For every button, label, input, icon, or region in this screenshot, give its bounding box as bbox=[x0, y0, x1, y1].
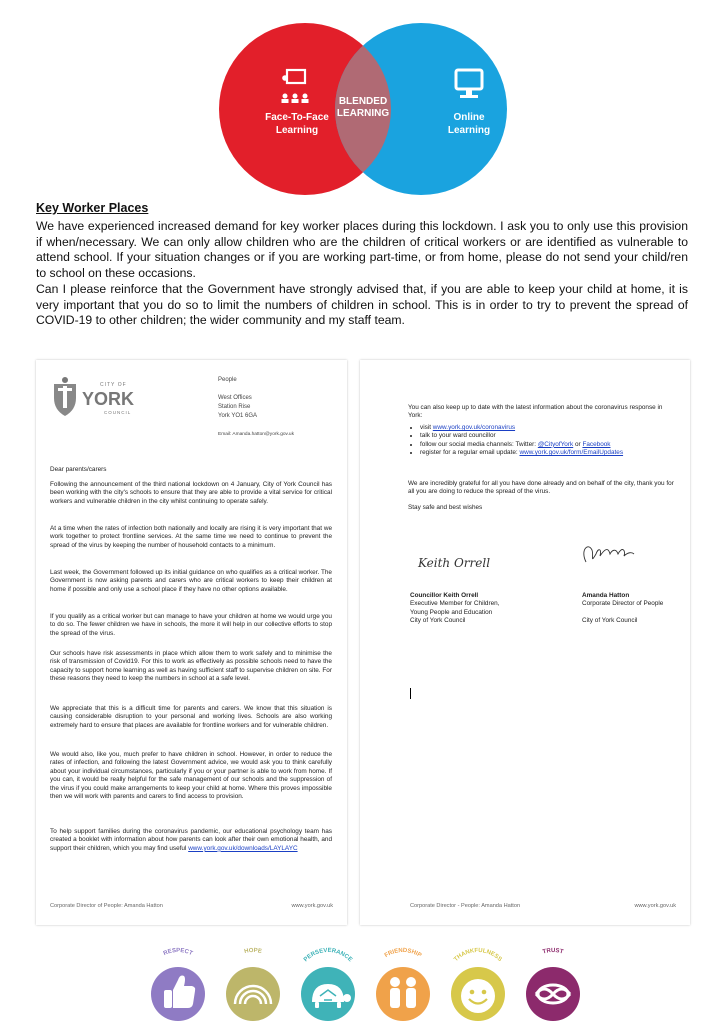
letter-gratitude: We are incredibly grateful for all you have done already and on behalf of the city, thank you for all you are doing to reduce the spread of the virus. bbox=[408, 480, 674, 496]
value-friendship bbox=[376, 948, 430, 1021]
text-cursor bbox=[410, 688, 411, 699]
letter-footer-right: www.york.gov.uk bbox=[634, 903, 676, 909]
value-hope bbox=[226, 948, 280, 1021]
address-line bbox=[218, 421, 294, 430]
letter-address-block bbox=[218, 376, 294, 439]
support-text: To help support families during the coronavirus pandemic, our educational psychology team has created a booklet with information about how parents can look after their own emotional health, and support their children, which you may find useful bbox=[50, 828, 332, 852]
bullet-text: or bbox=[573, 440, 583, 448]
bullet-item bbox=[420, 432, 678, 440]
letter-salutation: Dear parents/carers bbox=[50, 466, 107, 473]
value-respect bbox=[151, 948, 205, 1021]
letter-paragraph: Last week, the Government followed up its initial guidance on who qualifies as a critical worker. The Government is now asking parents and carers who are critical workers to keep their children at home if possible and only use a school place if they have no other options available. bbox=[50, 569, 332, 593]
venn-right-line1: Online bbox=[453, 112, 485, 123]
value-thankfulness bbox=[451, 948, 505, 1021]
york-council-logo bbox=[50, 374, 150, 422]
address-line: Station Rise bbox=[218, 404, 251, 410]
logo-york: YORK bbox=[82, 389, 135, 409]
coronavirus-link[interactable]: www.york.gov.uk/coronavirus bbox=[432, 424, 516, 431]
letter-footer-left: Corporate Director of People: Amanda Hatton bbox=[50, 903, 163, 909]
letter-paragraph: We would also, like you, much prefer to have children in school. However, in order to reduce the rates of infection, and following the latest Government advice, we would ask you to think carefully about your individual circumstances, particularly if you or your partner is able to work from home. If you can, it would be really helpful for the safe management of our schools and the suppression of the virus if you could make arrangements to keep your child at home. Where this proves impossible then we will work with parents and carers to find access to provision. bbox=[50, 751, 332, 801]
letter-paragraph: Following the announcement of the third national lockdown on 4 January, City of York Council has been working with the city's schools to ensure that they are able to provide a vital service for critical workers and vulnerable children in the city whilst continuing to operate safely. bbox=[50, 481, 332, 505]
value-label: HOPE bbox=[243, 947, 263, 956]
key-worker-paragraph: We have experienced increased demand for key worker places during this lockdown. I ask you to only use this provision if when/necessary. We can only allow children who are the children of critical workers or are identified as vulnerable to attend school. If your situation changes or if you are working part-time, or from home, please do not send your child/ren to school on these occasions. bbox=[36, 219, 688, 280]
facebook-link[interactable]: Facebook bbox=[582, 440, 611, 448]
letter-footer-right: www.york.gov.uk bbox=[291, 903, 333, 909]
letter-paragraph: Our schools have risk assessments in place which allow them to work safely and to minimise the risk of transmission of Covid19. For this to work as effectively as possible schools need to have the capacity to support home learning as well as having sufficient staff to supervise children on site. For these reasons they need to keep the numbers in school at a safe level. bbox=[50, 650, 332, 683]
venn-left-line2: Learning bbox=[275, 125, 319, 136]
handwritten-signature bbox=[578, 540, 638, 568]
council-letter-page-1 bbox=[36, 360, 347, 925]
bullet-text: follow our social media channels: Twitter: bbox=[420, 440, 538, 448]
signer-right-line: City of York Council bbox=[582, 617, 638, 625]
value-perseverance bbox=[301, 948, 355, 1021]
bullet-text: talk to your ward councillor bbox=[420, 432, 496, 440]
government-advice-paragraph: Can I please reinforce that the Government have strongly advised that, if you are able to keep your child at home, it is very important that you do so to limit the numbers of children in school. This is in order to try to prevent the spread of COVID-19 to other children; the wider community and my staff team. bbox=[36, 282, 688, 328]
bullet-item bbox=[420, 441, 678, 449]
school-values-row bbox=[140, 946, 585, 1024]
signer-right-line: Corporate Director of People bbox=[582, 600, 664, 608]
bullet-item bbox=[420, 449, 678, 457]
address-line bbox=[218, 385, 294, 394]
signer-left-line: Young People and Education bbox=[410, 608, 493, 616]
logo-council: COUNCIL bbox=[104, 410, 132, 415]
signer-right-name: Amanda Hatton bbox=[582, 592, 630, 599]
value-label: THANKFULNESS bbox=[453, 947, 503, 963]
value-label: TRUST bbox=[542, 947, 564, 956]
key-worker-heading: Key Worker Places bbox=[36, 201, 149, 215]
letter-signoff: Stay safe and best wishes bbox=[408, 504, 483, 511]
value-label: PERSEVERANCE bbox=[303, 947, 353, 964]
value-label: RESPECT bbox=[162, 947, 194, 958]
signature-keith-orrell: Keith Orrell bbox=[418, 556, 491, 570]
venn-center-line1: BLENDED bbox=[338, 96, 388, 107]
letter-intro: You can also keep up to date with the latest information about the coronavirus response in York: bbox=[408, 404, 663, 420]
smiley-icon bbox=[461, 979, 495, 1013]
signature-amanda-hatton bbox=[578, 540, 638, 573]
signer-left-block bbox=[410, 592, 550, 626]
address-line: West Offices bbox=[218, 395, 252, 401]
signer-left-line: City of York Council bbox=[410, 617, 466, 625]
value-trust bbox=[526, 948, 580, 1021]
signer-left-name: Councillor Keith Orrell bbox=[410, 592, 479, 599]
letter-paragraph: At a time when the rates of infection both nationally and locally are rising it is very important that we work together to protect frontline services. At the same time we need to continue to prevent the spread of the virus by keeping the number of household contacts to a minimum. bbox=[50, 525, 332, 549]
bullet-item bbox=[420, 424, 678, 432]
contact-bullets bbox=[408, 424, 678, 458]
twitter-link[interactable]: @CityofYork bbox=[537, 440, 574, 448]
address-email: Email: Amanda.hatton@york.gov.uk bbox=[218, 432, 294, 437]
letter-paragraph: We appreciate that this is a difficult time for parents and carers. We know that this situation is causing considerable disruption to your personal and working lives. Schools are also working extremely hard to ensure that places are available for frontline workers and for vulnerable children. bbox=[50, 705, 332, 729]
signer-right-line bbox=[582, 609, 692, 617]
layc-link[interactable]: www.york.gov.uk/downloads/LAYLAYC bbox=[188, 844, 298, 852]
address-line: York YO1 6GA bbox=[218, 413, 258, 419]
address-line: People bbox=[218, 377, 237, 383]
logo-city-of: CITY OF bbox=[100, 382, 127, 388]
signer-left-line: Executive Member for Children, bbox=[410, 600, 500, 608]
letter-paragraph-support bbox=[50, 828, 332, 853]
letter-paragraph: If you qualify as a critical worker but can manage to have your children at home we would urge you to do so. The fewer children we have in schools, the more it will help in our collective efforts to stop the spread of the virus. bbox=[50, 613, 332, 637]
letter-footer-left: Corporate Director - People: Amanda Hatton bbox=[410, 903, 521, 909]
council-letter-page-2 bbox=[360, 360, 690, 925]
bullet-text: register for a regular email update: bbox=[420, 449, 520, 457]
blended-learning-venn bbox=[205, 20, 590, 198]
venn-right-line2: Learning bbox=[447, 125, 491, 136]
email-updates-link[interactable]: www.york.gov.uk/form/EmailUpdates bbox=[519, 449, 624, 457]
bullet-text: visit bbox=[420, 424, 433, 431]
venn-left-line1: Face-To-Face bbox=[265, 112, 329, 123]
venn-center-line2: LEARNING bbox=[336, 108, 390, 119]
value-label: FRIENDSHIP bbox=[383, 947, 423, 960]
signer-right-block bbox=[582, 592, 692, 626]
